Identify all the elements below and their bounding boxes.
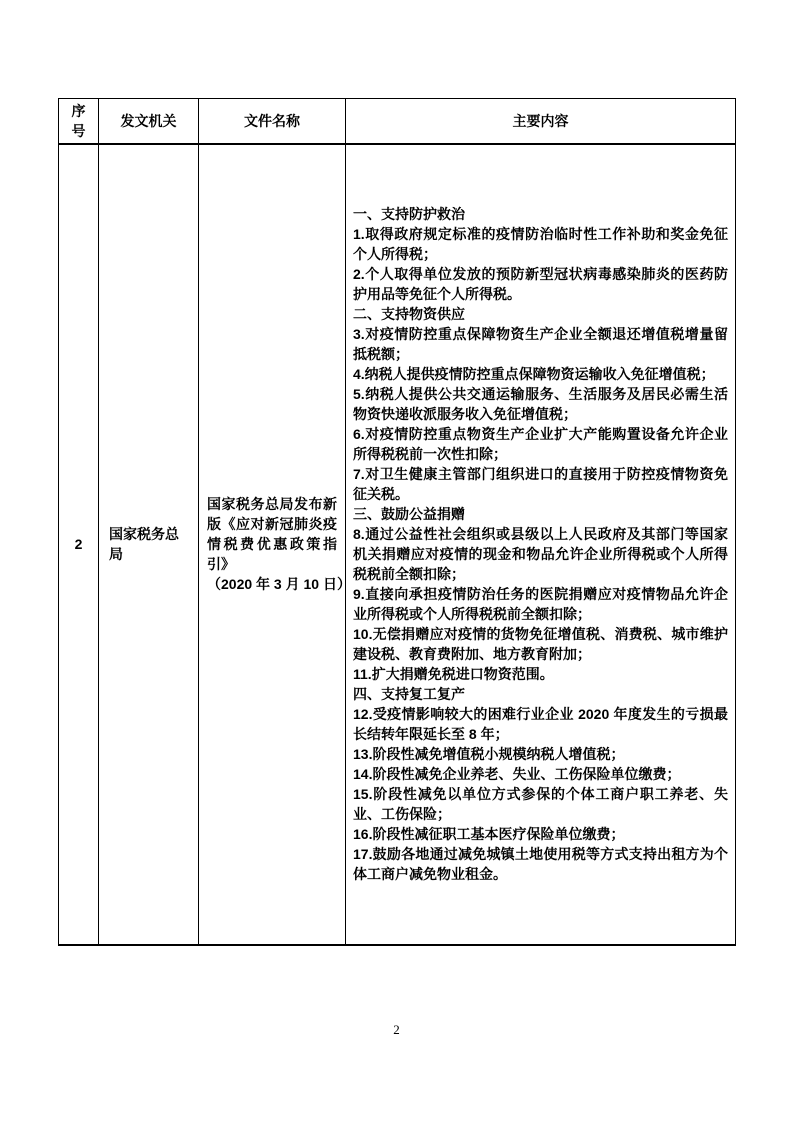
header-content-label: 主要内容 [512, 112, 569, 129]
content-line: 11.扩大捐赠免税进口物资范围。 [353, 666, 554, 682]
header-agency [99, 99, 199, 144]
document-date: （2020 年 3 月 10 日） [207, 576, 351, 592]
content-line: 3.对疫情防控重点保障物资生产企业全额退还增值税增量留抵税额； [353, 326, 728, 362]
row-index-value: 2 [74, 536, 83, 552]
content-line: 2.个人取得单位发放的预防新型冠状病毒感染肺炎的医药防护用品等免征个人所得税。 [353, 266, 728, 302]
content-line: 8.通过公益性社会组织或县级以上人民政府及其部门等国家机关捐赠应对疫情的现金和物品允许企业所得税或个人所得税税前全额扣除； [353, 526, 728, 582]
row-docname-cell [199, 144, 351, 945]
header-index-label: 序号 [71, 102, 86, 139]
content-line: 7.对卫生健康主管部门组织进口的直接用于防控疫情物资免征关税。 [353, 466, 728, 502]
content-line: 四、支持复工复产 [353, 686, 465, 702]
header-docname [199, 99, 346, 144]
header-agency-label: 发文机关 [120, 112, 177, 129]
page-number: 2 [393, 1022, 400, 1037]
content-line: 12.受疫情影响较大的困难行业企业 2020 年度发生的亏损最长结转年限延长至 8 年； [353, 706, 728, 742]
content-line: 5.纳税人提供公共交通运输服务、生活服务及居民必需生活物资快递收派服务收入免征增值税； [353, 386, 728, 422]
header-index [59, 99, 99, 144]
content-line: 16.阶段性减征职工基本医疗保险单位缴费； [353, 826, 625, 842]
content-line: 10.无偿捐赠应对疫情的货物免征增值税、消费税、城市维护建设税、教育费附加、地方教育附加； [353, 626, 728, 662]
row-index-cell [59, 144, 99, 945]
content-line: 三、鼓励公益捐赠 [353, 506, 465, 522]
table-header-row [59, 99, 736, 144]
content-line: 4.纳税人提供疫情防控重点保障物资运输收入免征增值税； [353, 366, 715, 382]
header-docname-label: 文件名称 [244, 112, 300, 129]
document-title: 国家税务总局发布新版《应对新冠肺炎疫情税费优惠政策指引》 [207, 496, 337, 572]
content-line: 二、支持物资供应 [353, 306, 465, 322]
content-line: 14.阶段性减免企业养老、失业、工伤保险单位缴费； [353, 766, 681, 782]
row-agency-value: 国家税务总局 [109, 526, 179, 562]
header-content [346, 99, 736, 144]
table-row [59, 144, 736, 945]
content-line: 17.鼓励各地通过减免城镇土地使用税等方式支持出租方为个体工商户减免物业租金。 [353, 846, 728, 882]
content-line: 13.阶段性减免增值税小规模纳税人增值税； [353, 746, 625, 762]
policy-table [58, 98, 736, 946]
row-agency-cell [99, 144, 199, 945]
content-line: 9.直接向承担疫情防治任务的医院捐赠应对疫情物品允许企业所得税或个人所得税税前全额扣除； [353, 586, 728, 622]
content-line: 15.阶段性减免以单位方式参保的个体工商户职工养老、失业、工伤保险； [353, 786, 728, 822]
content-line: 1.取得政府规定标准的疫情防治临时性工作补助和奖金免征个人所得税； [353, 226, 728, 262]
row-content-cell [346, 144, 736, 945]
content-line: 一、支持防护救治 [353, 206, 465, 222]
content-line: 6.对疫情防控重点物资生产企业扩大产能购置设备允许企业所得税税前一次性扣除； [353, 426, 728, 462]
